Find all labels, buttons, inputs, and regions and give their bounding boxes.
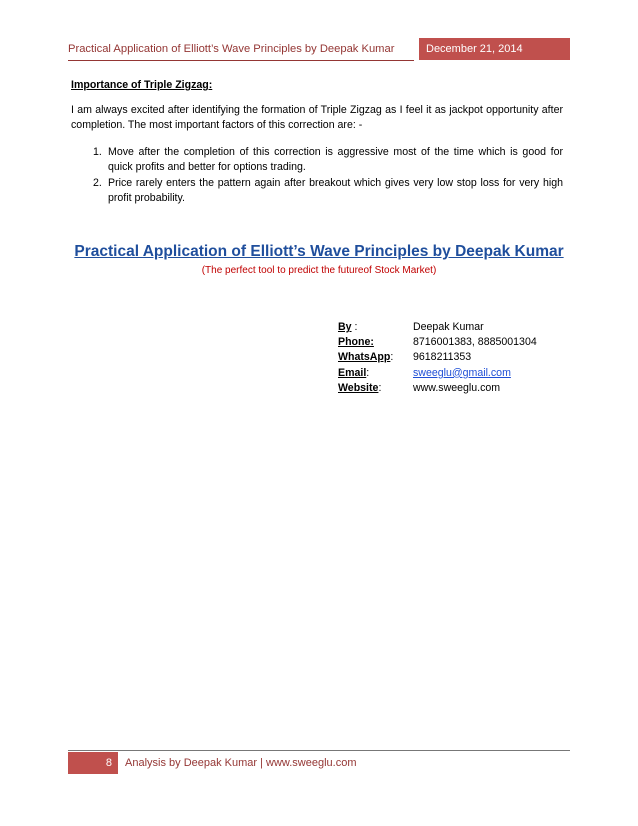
contact-row-by xyxy=(338,320,537,335)
list-item-number: 1. xyxy=(93,146,102,158)
list-item-text: Price rarely enters the pattern again after breakout which gives very low stop loss for very high profit probability. xyxy=(108,177,563,204)
list-item xyxy=(71,176,563,206)
footer-page-number: 8 xyxy=(68,752,118,774)
whatsapp-label: WhatsApp xyxy=(338,351,391,364)
contact-row-whatsapp xyxy=(338,350,537,365)
promo-title-link[interactable]: Practical Application of Elliott’s Wave Principles by Deepak Kumar xyxy=(74,243,564,260)
contact-label-cell xyxy=(338,350,413,365)
footer-text: Analysis by Deepak Kumar | www.sweeglu.com xyxy=(125,757,357,769)
contact-label-cell xyxy=(338,381,413,396)
footer-divider xyxy=(68,750,570,751)
email-cell xyxy=(413,366,537,381)
contact-label-cell xyxy=(338,366,413,381)
header-title: Practical Application of Elliott’s Wave Principles by Deepak Kumar xyxy=(68,43,395,55)
website-separator: : xyxy=(378,381,382,394)
email-link[interactable]: sweeglu@gmail.com xyxy=(413,366,511,379)
whatsapp-separator: : xyxy=(390,351,394,364)
email-separator: : xyxy=(366,366,370,379)
by-label: By xyxy=(338,321,352,333)
website-label: Website xyxy=(338,381,379,394)
list-item xyxy=(71,145,563,175)
email-label: Email xyxy=(338,366,367,379)
by-value: Deepak Kumar xyxy=(413,321,484,333)
header-date: December 21, 2014 xyxy=(419,38,570,60)
section-heading: Importance of Triple Zigzag: xyxy=(71,79,213,91)
website-value: www.sweeglu.com xyxy=(413,381,501,394)
list-item-number: 2. xyxy=(93,177,102,189)
contact-row-website xyxy=(338,381,537,396)
contact-row-phone xyxy=(338,335,537,350)
promo-subtitle: (The perfect tool to predict the futureof Stock Market) xyxy=(201,265,437,276)
list-item-text: Move after the completion of this correction is aggressive most of the time which is good for quick profits and better for options trading. xyxy=(108,146,563,173)
whatsapp-value: 9618211353 xyxy=(413,351,472,364)
phone-label: Phone: xyxy=(338,336,374,349)
contact-label-cell xyxy=(338,335,413,350)
header-divider xyxy=(68,60,414,61)
factors-list xyxy=(71,145,563,207)
contact-label-cell xyxy=(338,320,413,335)
contact-row-email xyxy=(338,366,537,381)
by-separator: : xyxy=(351,321,358,333)
intro-paragraph: I am always excited after identifying the formation of Triple Zigzag as I feel it as jackpot opportunity after completion. The most important factors of this correction are: - xyxy=(71,104,563,131)
contact-table xyxy=(338,320,537,396)
phone-value: 8716001383, 8885001304 xyxy=(413,336,537,349)
